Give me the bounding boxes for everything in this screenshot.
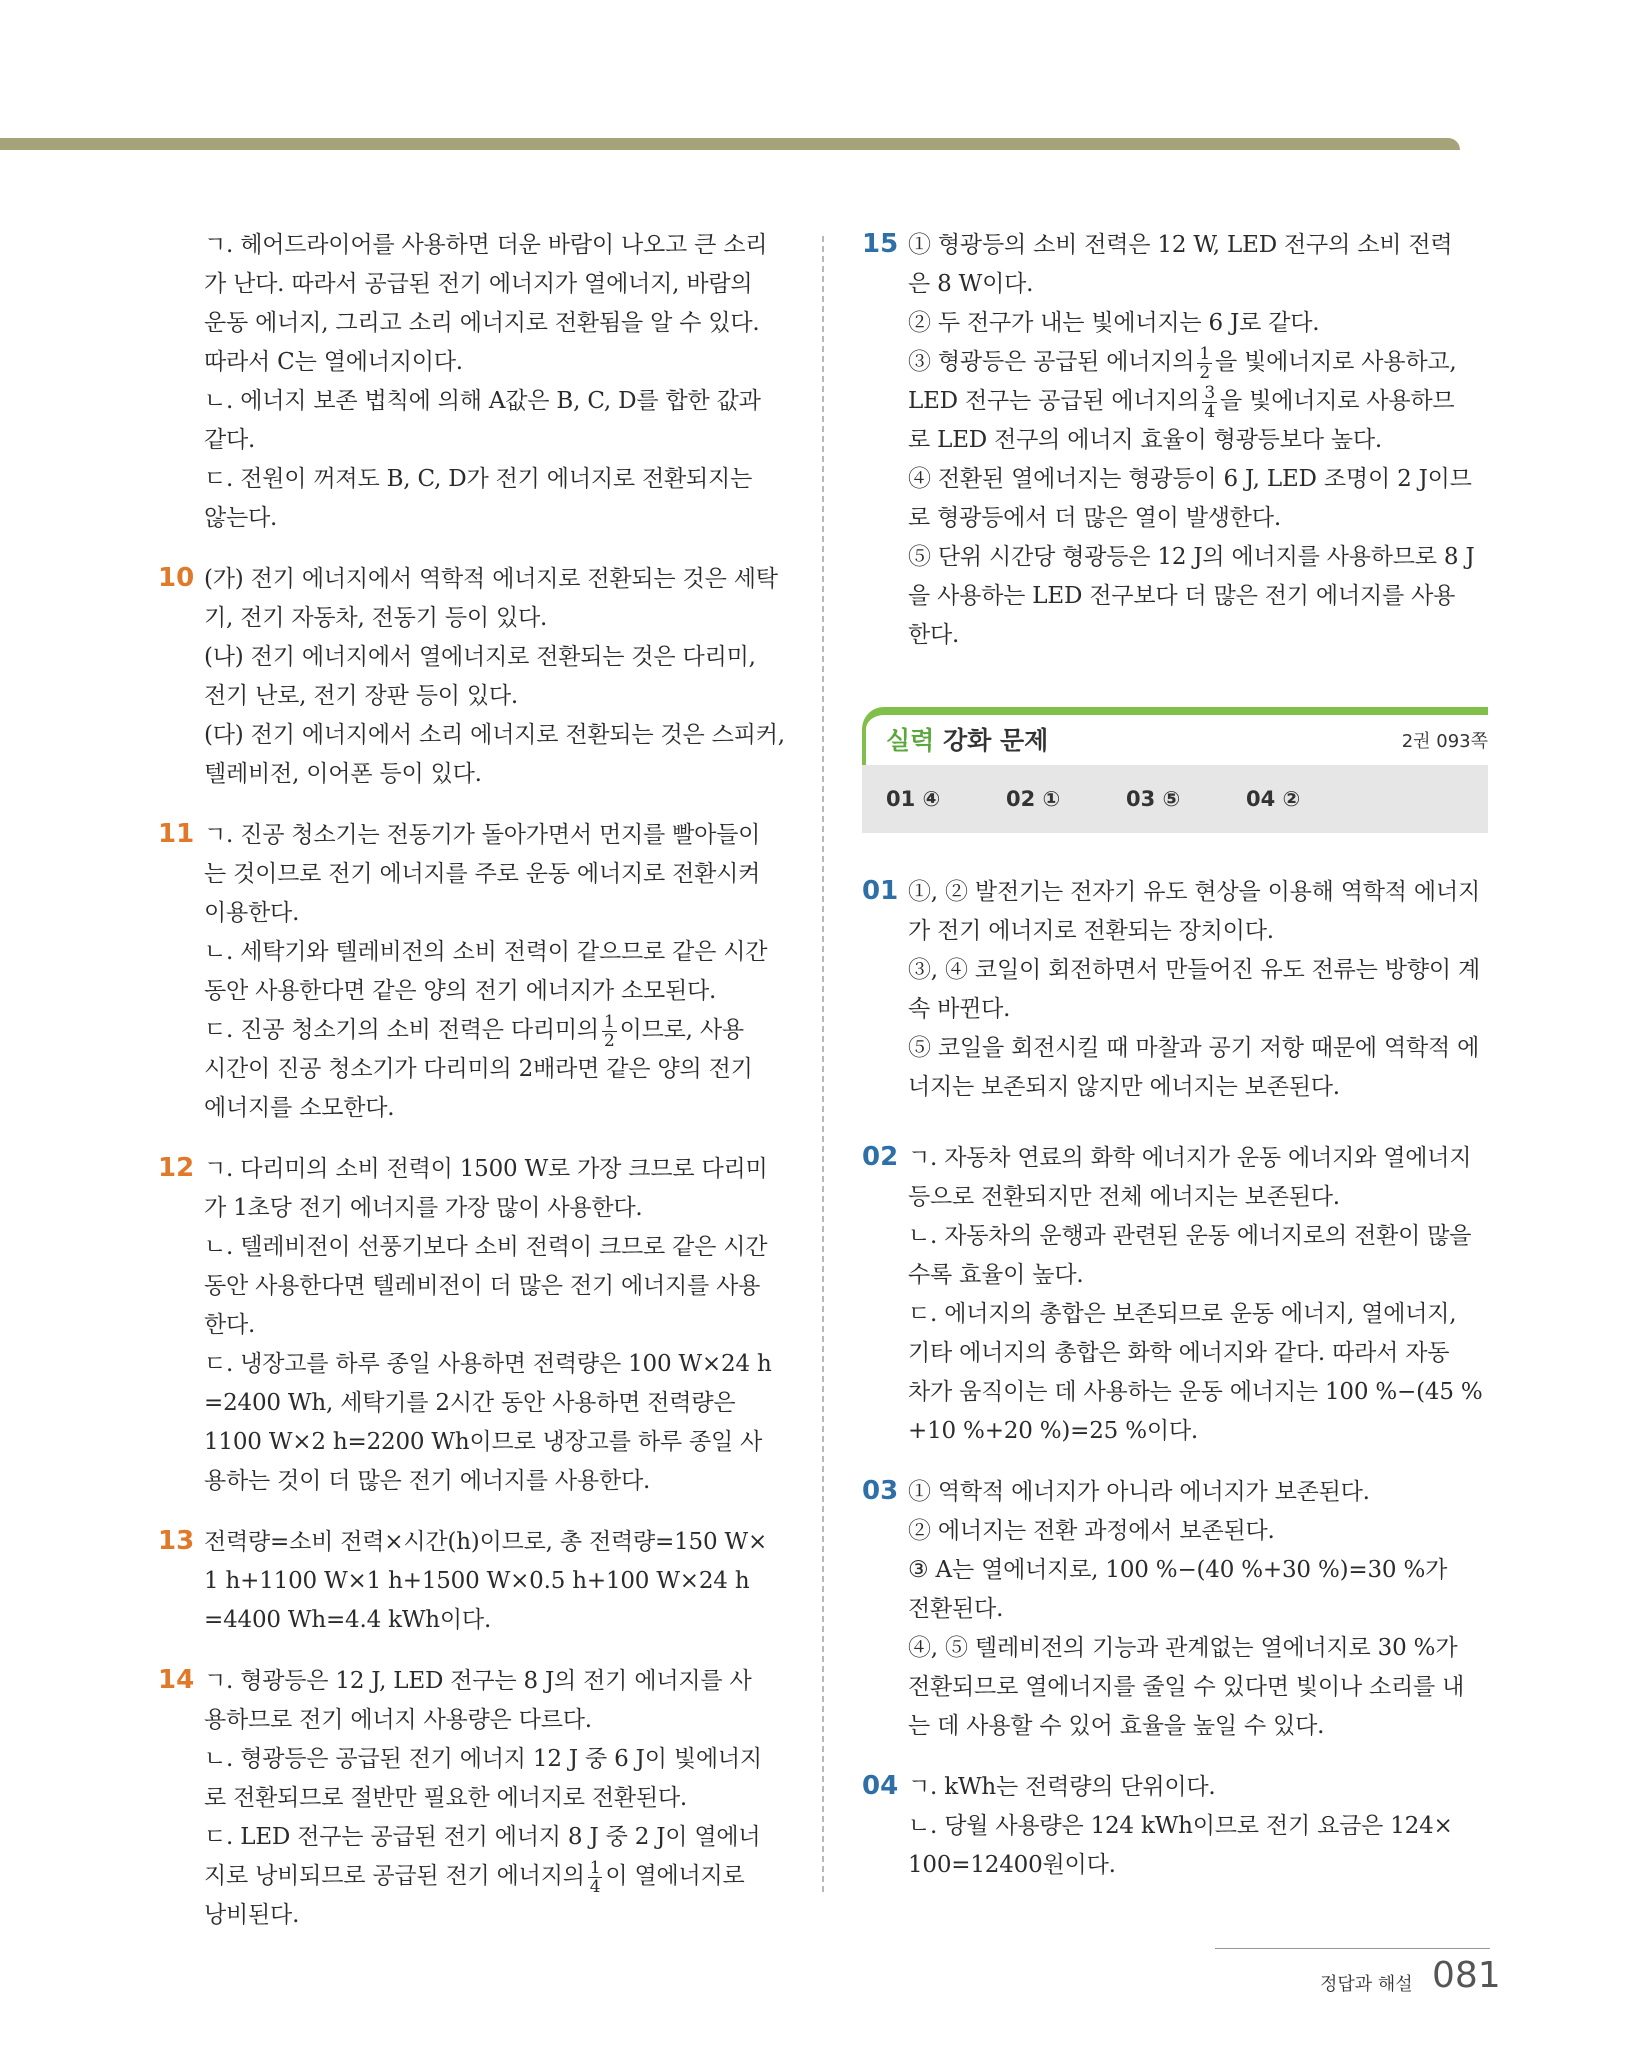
text-span: 을 빛에너지로 사용하고, bbox=[1214, 349, 1457, 375]
text-line: 동안 사용한다면 같은 양의 전기 에너지가 소모된다. bbox=[204, 978, 717, 1004]
practice-answer-02 bbox=[862, 1139, 1488, 1451]
text-line: 운동 에너지, 그리고 소리 에너지로 전환됨을 알 수 있다. bbox=[204, 310, 760, 336]
text-line: 전환되므로 열에너지를 줄일 수 있다면 빛이나 소리를 내 bbox=[908, 1674, 1465, 1700]
question-number: 15 bbox=[862, 229, 899, 259]
text-line: 텔레비전, 이어폰 등이 있다. bbox=[204, 761, 482, 787]
footer-label: 정답과 해설 bbox=[1320, 1974, 1413, 1995]
denominator: 4 bbox=[1204, 401, 1216, 422]
question-number: 01 bbox=[862, 876, 899, 906]
text-line: ㄴ. 에너지 보존 법칙에 의해 A값은 B, C, D를 합한 값과 bbox=[204, 388, 761, 414]
question-number: 11 bbox=[158, 819, 195, 849]
question-number: 04 bbox=[862, 1771, 899, 1801]
right-column bbox=[862, 226, 1488, 1907]
text-line: 로 형광등에서 더 많은 열이 발생한다. bbox=[908, 505, 1281, 531]
text-line: ㄱ. 형광등은 12 J, LED 전구는 8 J의 전기 에너지를 사 bbox=[204, 1668, 752, 1694]
text-line: ㄴ. 자동차의 운행과 관련된 운동 에너지로의 전환이 많을 bbox=[908, 1223, 1472, 1249]
text-line: 1100 W×2 h=2200 Wh이므로 냉장고를 하루 종일 사 bbox=[204, 1429, 763, 1455]
text-span: 이므로, 사용 bbox=[619, 1017, 744, 1043]
text-line: ㄷ. 전원이 꺼져도 B, C, D가 전기 에너지로 전환되지는 bbox=[204, 466, 753, 492]
text-line: 가 난다. 따라서 공급된 전기 에너지가 열에너지, 바람의 bbox=[204, 271, 753, 297]
text-line: +10 %+20 %)=25 %이다. bbox=[908, 1418, 1199, 1444]
denominator: 2 bbox=[1199, 362, 1210, 383]
banner-header bbox=[862, 707, 1488, 765]
text-line: 차가 움직이는 데 사용하는 운동 에너지는 100 %−(45 % bbox=[908, 1379, 1483, 1405]
question-number: 14 bbox=[158, 1665, 195, 1695]
text-line: 동안 사용한다면 텔레비전이 더 많은 전기 에너지를 사용 bbox=[204, 1273, 761, 1299]
text-line: =2400 Wh, 세탁기를 2시간 동안 사용하면 전력량은 bbox=[204, 1390, 736, 1416]
question-number: 03 bbox=[862, 1476, 899, 1506]
text-line: 이용한다. bbox=[204, 900, 300, 926]
text-line: 한다. bbox=[908, 622, 960, 648]
text-line: 수록 효율이 높다. bbox=[908, 1262, 1084, 1288]
text-line-with-fraction bbox=[908, 382, 1488, 421]
text-line: 1 h+1100 W×1 h+1500 W×0.5 h+100 W×24 h bbox=[204, 1568, 750, 1594]
text-span: ㄷ. 진공 청소기의 소비 전력은 다리미의 bbox=[204, 1017, 599, 1043]
text-line: ㄱ. 자동차 연료의 화학 에너지가 운동 에너지와 열에너지 bbox=[908, 1145, 1472, 1171]
text-line: ② 에너지는 전환 과정에서 보존된다. bbox=[908, 1518, 1275, 1544]
text-line: =4400 Wh=4.4 kWh이다. bbox=[204, 1607, 492, 1633]
text-line: 가 1초당 전기 에너지를 가장 많이 사용한다. bbox=[204, 1195, 643, 1221]
text-line: ㄱ. kWh는 전력량의 단위이다. bbox=[908, 1774, 1216, 1800]
answer-13 bbox=[158, 1523, 786, 1640]
text-line: ④ 전환된 열에너지는 형광등이 6 J, LED 조명이 2 J이므 bbox=[908, 466, 1472, 492]
text-line: (나) 전기 에너지에서 열에너지로 전환되는 것은 다리미, bbox=[204, 644, 756, 670]
denominator: 4 bbox=[589, 1876, 601, 1897]
text-line: 기타 에너지의 총합은 화학 에너지와 같다. 따라서 자동 bbox=[908, 1340, 1450, 1366]
question-number: 13 bbox=[158, 1526, 195, 1556]
text-line-with-fraction bbox=[204, 1857, 786, 1896]
text-span: 이 열에너지로 bbox=[605, 1863, 745, 1889]
text-line: ㄱ. 헤어드라이어를 사용하면 더운 바람이 나오고 큰 소리 bbox=[204, 232, 768, 258]
text-line: ①, ② 발전기는 전자기 유도 현상을 이용해 역학적 에너지 bbox=[908, 879, 1480, 905]
answer-key-item: 02 ① bbox=[1006, 787, 1061, 811]
numerator: 3 bbox=[1204, 382, 1216, 403]
answer-12 bbox=[158, 1150, 786, 1501]
text-line: (가) 전기 에너지에서 역학적 에너지로 전환되는 것은 세탁 bbox=[204, 566, 778, 592]
text-line: 시간이 진공 청소기가 다리미의 2배라면 같은 양의 전기 bbox=[204, 1056, 753, 1082]
text-line: 가 전기 에너지로 전환되는 장치이다. bbox=[908, 918, 1274, 944]
footer-rule bbox=[1215, 1948, 1490, 1949]
text-line: ㄴ. 텔레비전이 선풍기보다 소비 전력이 크므로 같은 시간 bbox=[204, 1234, 768, 1260]
text-line: ③, ④ 코일이 회전하면서 만들어진 유도 전류는 방향이 계 bbox=[908, 957, 1480, 983]
text-line: ㄱ. 진공 청소기는 전동기가 돌아가면서 먼지를 빨아들이 bbox=[204, 822, 761, 848]
practice-answer-03 bbox=[862, 1473, 1488, 1746]
text-line: 같다. bbox=[204, 427, 256, 453]
text-line-with-fraction bbox=[908, 343, 1488, 382]
text-line: 100=12400원이다. bbox=[908, 1852, 1116, 1878]
text-line: 한다. bbox=[204, 1312, 256, 1338]
text-line: ② 두 전구가 내는 빛에너지는 6 J로 같다. bbox=[908, 310, 1320, 336]
text-line: ㄴ. 세탁기와 텔레비전의 소비 전력이 같으므로 같은 시간 bbox=[204, 939, 768, 965]
text-line: 전력량=소비 전력×시간(h)이므로, 총 전력량=150 W× bbox=[204, 1529, 768, 1555]
top-rule bbox=[0, 138, 1460, 150]
text-line: 을 사용하는 LED 전구보다 더 많은 전기 에너지를 사용 bbox=[908, 583, 1456, 609]
text-line: 않는다. bbox=[204, 505, 278, 531]
text-line: 등으로 전환되지만 전체 에너지는 보존된다. bbox=[908, 1184, 1340, 1210]
question-number: 12 bbox=[158, 1153, 195, 1183]
section-title bbox=[886, 721, 1048, 757]
fraction bbox=[602, 1013, 617, 1050]
numerator: 1 bbox=[1199, 343, 1210, 364]
page-number: 081 bbox=[1432, 1955, 1501, 1996]
text-span: LED 전구는 공급된 에너지의 bbox=[908, 388, 1200, 414]
text-line: 속 바뀐다. bbox=[908, 996, 1011, 1022]
text-line: ④, ⑤ 텔레비전의 기능과 관계없는 열에너지로 30 %가 bbox=[908, 1635, 1458, 1661]
page-reference: 2권 093쪽 bbox=[1401, 731, 1488, 752]
text-span: 을 빛에너지로 사용하므 bbox=[1220, 388, 1455, 414]
numerator: 1 bbox=[603, 1011, 615, 1032]
text-line: ㄱ. 다리미의 소비 전력이 1500 W로 가장 크므로 다리미 bbox=[204, 1156, 768, 1182]
answer-key-item: 01 ④ bbox=[886, 787, 941, 811]
answer-key-item: 03 ⑤ bbox=[1126, 787, 1181, 811]
answer-15 bbox=[862, 226, 1488, 655]
practice-section-banner bbox=[862, 707, 1488, 833]
text-line: 은 8 W이다. bbox=[908, 271, 1034, 297]
continued-answer bbox=[204, 226, 786, 538]
title-highlight: 실력 bbox=[886, 726, 935, 755]
text-line: ㄷ. 에너지의 총합은 보존되므로 운동 에너지, 열에너지, bbox=[908, 1301, 1457, 1327]
text-line: ⑤ 코일을 회전시킬 때 마찰과 공기 저항 때문에 역학적 에 bbox=[908, 1035, 1480, 1061]
answer-10 bbox=[158, 560, 786, 794]
text-line: ⑤ 단위 시간당 형광등은 12 J의 에너지를 사용하므로 8 J bbox=[908, 544, 1475, 570]
text-span: ③ 형광등은 공급된 에너지의 bbox=[908, 349, 1195, 375]
text-line: ㄴ. 당월 사용량은 124 kWh이므로 전기 요금은 124× bbox=[908, 1813, 1453, 1839]
text-line: (다) 전기 에너지에서 소리 에너지로 전환되는 것은 스피커, bbox=[204, 722, 785, 748]
text-line: 기, 전기 자동차, 전동기 등이 있다. bbox=[204, 605, 548, 631]
denominator: 2 bbox=[603, 1030, 615, 1051]
answer-11 bbox=[158, 816, 786, 1128]
numerator: 1 bbox=[589, 1857, 601, 1878]
text-line: ㄴ. 형광등은 공급된 전기 에너지 12 J 중 6 J이 빛에너지 bbox=[204, 1746, 762, 1772]
text-line: ① 형광등의 소비 전력은 12 W, LED 전구의 소비 전력 bbox=[908, 232, 1453, 258]
text-line: 용하는 것이 더 많은 전기 에너지를 사용한다. bbox=[204, 1468, 651, 1494]
column-divider bbox=[822, 236, 824, 1892]
text-line: 낭비된다. bbox=[204, 1902, 300, 1928]
text-line: 너지는 보존되지 않지만 에너지는 보존된다. bbox=[908, 1074, 1340, 1100]
text-line: 는 것이므로 전기 에너지를 주로 운동 에너지로 전환시켜 bbox=[204, 861, 761, 887]
text-line: 는 데 사용할 수 있어 효율을 높일 수 있다. bbox=[908, 1713, 1325, 1739]
text-line: 로 LED 전구의 에너지 효율이 형광등보다 높다. bbox=[908, 427, 1382, 453]
text-line: ③ A는 열에너지로, 100 %−(40 %+30 %)=30 %가 bbox=[908, 1557, 1448, 1583]
text-line: 에너지를 소모한다. bbox=[204, 1095, 395, 1121]
text-line: 로 전환되므로 절반만 필요한 에너지로 전환된다. bbox=[204, 1785, 688, 1811]
question-number: 10 bbox=[158, 563, 195, 593]
fraction bbox=[588, 1859, 603, 1896]
title-rest: 강화 문제 bbox=[934, 726, 1049, 755]
question-number: 02 bbox=[862, 1142, 899, 1172]
text-line: 전환된다. bbox=[908, 1596, 1004, 1622]
text-line: ㄷ. 냉장고를 하루 종일 사용하면 전력량은 100 W×24 h bbox=[204, 1351, 772, 1377]
text-line: 용하므로 전기 에너지 사용량은 다르다. bbox=[204, 1707, 592, 1733]
text-line: ㄷ. LED 전구는 공급된 전기 에너지 8 J 중 2 J이 열에너 bbox=[204, 1824, 761, 1850]
text-line-with-fraction bbox=[204, 1011, 786, 1050]
text-line: ① 역학적 에너지가 아니라 에너지가 보존된다. bbox=[908, 1479, 1370, 1505]
text-line: 따라서 C는 열에너지이다. bbox=[204, 349, 463, 375]
answer-key-item: 04 ② bbox=[1246, 787, 1301, 811]
fraction bbox=[1197, 345, 1212, 382]
fraction bbox=[1202, 384, 1217, 421]
text-span: 지로 낭비되므로 공급된 전기 에너지의 bbox=[204, 1863, 585, 1889]
left-column bbox=[158, 226, 786, 1957]
answer-key-bar bbox=[862, 765, 1488, 833]
answer-14 bbox=[158, 1662, 786, 1935]
practice-answer-01 bbox=[862, 873, 1488, 1107]
text-line: 전기 난로, 전기 장판 등이 있다. bbox=[204, 683, 518, 709]
practice-answer-04 bbox=[862, 1768, 1488, 1885]
